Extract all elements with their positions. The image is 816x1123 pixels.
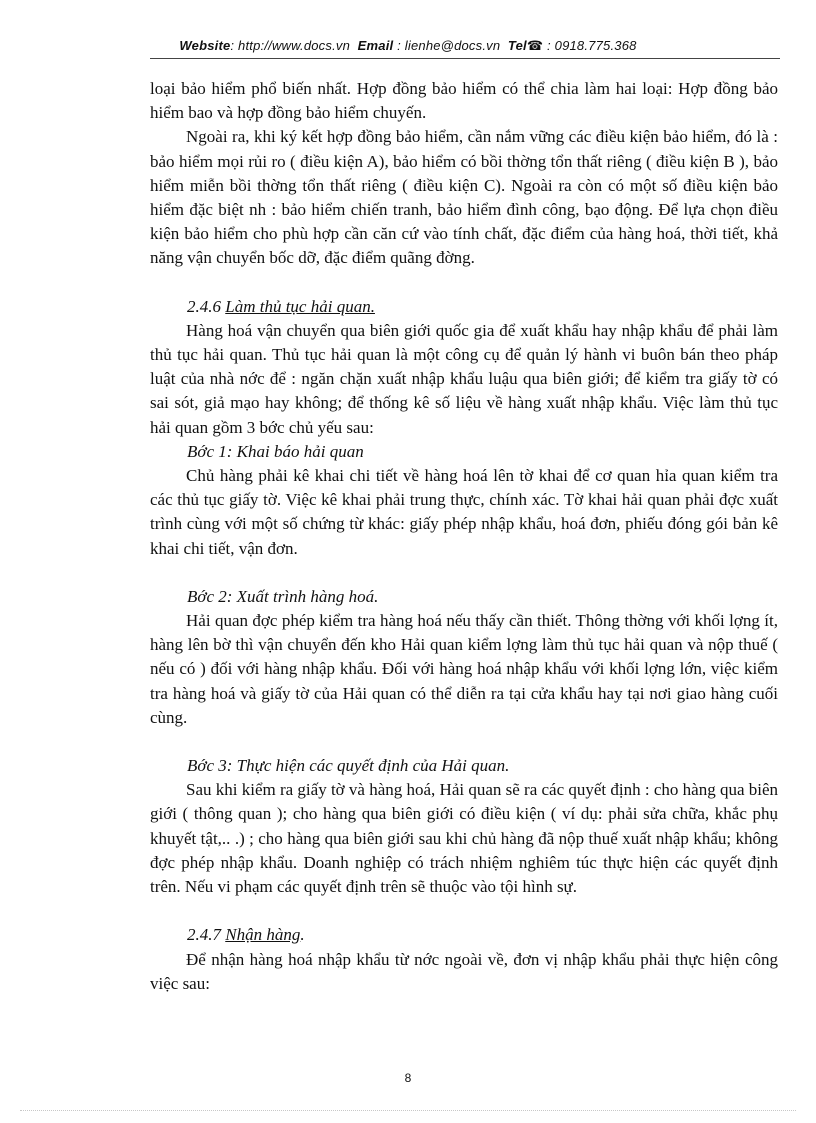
step-3-heading: Bớc 3: Thực hiện các quyết định của Hải quan. xyxy=(187,756,510,776)
phone-number: ☎ : 0918.775.368 xyxy=(526,38,637,53)
header-rule xyxy=(150,58,780,59)
section-title: Nhận hàng xyxy=(225,925,301,945)
paragraph-step-1: Chủ hàng phải kê khai chi tiết về hàng hoá lên tờ khai để cơ quan hỉa quan kiểm tra các thủ tục giấy tờ. Việc kê khai phải trung thực, chính xác. Tờ khai hải quan phải đợc xuất trình cùng với một số chứng từ khác: giấy phép nhập khẩu, hoá đơn, phiếu đóng gói bản kê khai chi tiết, vận đơn. xyxy=(150,466,778,558)
page-header xyxy=(0,38,816,54)
spacer xyxy=(150,899,778,923)
section-title-period: . xyxy=(300,925,305,945)
paragraph-insurance-conditions: Ngoài ra, khi ký kết hợp đồng bảo hiểm, cần nắm vững các điều kiện bảo hiểm, đó là : bảo hiểm mọi rủi ro ( điều kiện A), bảo hiểm có bồi thờng tổn thất riêng ( điều kiện B ), bảo hiểm miễn bồi thờng tổn thất riêng ( điều kiện C). Ngoài ra còn có một số điều kiện bảo hiểm đặc biệt nh : bảo hiểm chiến tranh, bảo hiểm đình công, bạo động. Để lựa chọn điều kiện bảo hiểm cho phù hợp cần căn cứ vào tính chất, đặc điểm của hàng hoá, thời tiết, khả năng vận chuyển bốc dỡ, đặc điểm quãng đờng. xyxy=(150,127,778,268)
spacer xyxy=(150,561,778,585)
step-2-heading: Bớc 2: Xuất trình hàng hoá. xyxy=(187,586,379,606)
page-bottom-dotted-line xyxy=(20,1110,796,1111)
spacer xyxy=(150,730,778,754)
paragraph-customs-intro: Hàng hoá vận chuyển qua biên giới quốc gia để xuất khẩu hay nhập khẩu để phải làm thủ tục hải quan. Thủ tục hải quan là một công cụ để quản lý hành vi buôn bán theo pháp luật của nhà nớc để : ngăn chặn xuất nhập khẩu luậu qua biên giới; để kiểm tra giấy tờ có sai sót, giả mạo hay không; để thống kê số liệu về hàng xuất nhập khẩu. Việc làm thủ tục hải quan gồm 3 bớc chủ yếu sau: xyxy=(150,320,778,437)
website-label: Website xyxy=(179,38,231,53)
paragraph-step-2: Hải quan đợc phép kiểm tra hàng hoá nếu thấy cần thiết. Thông thờng với khối lợng ít, hàng lên bờ thì vận chuyển đến kho Hải quan kiểm lợng làm thủ tục hải quan và nộp thuế ( nếu có ) đối với hàng nhập khẩu. Đối với hàng hoá nhập khẩu với khối lợng lớn, việc kiểm tra hàng hoá và giấy tờ của Hải quan có thể diễn ra tại cửa khẩu hay tại nơi giao hàng cuối cùng. xyxy=(150,611,778,727)
document-body xyxy=(150,77,778,996)
email-address[interactable]: : lienhe@docs.vn xyxy=(393,38,501,53)
email-label: Email xyxy=(357,38,394,53)
section-heading-2-4-7 xyxy=(150,923,778,947)
page-number: 8 xyxy=(404,1071,412,1085)
section-number: 2.4.7 xyxy=(187,925,221,945)
tel-label: Tel xyxy=(507,38,527,53)
paragraph-insurance-types: loại bảo hiểm phổ biến nhất. Hợp đồng bảo hiểm có thể chia làm hai loại: Hợp đồng bảo hiểm bao và hợp đồng bảo hiểm chuyến. xyxy=(150,79,778,123)
section-title: Làm thủ tục hải quan. xyxy=(225,296,375,316)
paragraph-step-3: Sau khi kiểm ra giấy tờ và hàng hoá, Hải quan sẽ ra các quyết định : cho hàng qua biên giới ( thông quan ); cho hàng qua biên giới có điều kiện ( ví dụ: phải sửa chữa, khắc phụ khuyết tật,.. .) ; cho hàng qua biên giới sau khi chủ hàng đã nộp thuế xuất nhập khẩu; không đợc phép nhập khẩu. Doanh nghiệp có trách nhiệm nghiêm túc thực hiện các quyết định trên. Nếu vi phạm các quyết định trên sẽ thuộc vào tội hình sự. xyxy=(150,780,779,897)
section-heading-2-4-6 xyxy=(150,295,778,319)
step-1-heading: Bớc 1: Khai báo hải quan xyxy=(187,441,364,461)
spacer xyxy=(150,271,778,295)
website-url[interactable]: : http://www.docs.vn xyxy=(230,38,351,53)
section-number: 2.4.6 xyxy=(187,296,221,316)
paragraph-receiving-goods: Để nhận hàng hoá nhập khẩu từ nớc ngoài về, đơn vị nhập khẩu phải thực hiện công việc sau: xyxy=(150,949,778,993)
